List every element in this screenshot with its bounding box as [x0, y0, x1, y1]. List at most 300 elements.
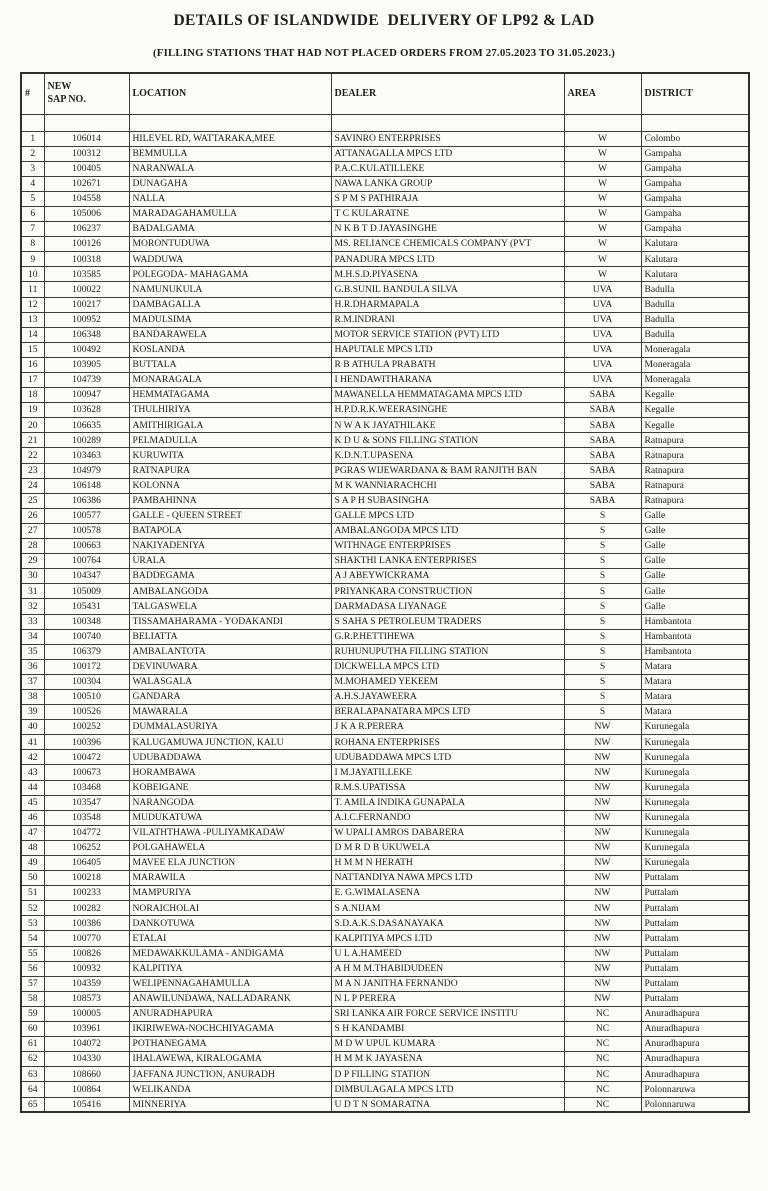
cell-location: HORAMBAWA [129, 765, 331, 780]
cell-dealer: S P M S PATHIRAJA [331, 191, 564, 206]
cell-location: WADDUWA [129, 252, 331, 267]
table-row [21, 1097, 749, 1112]
cell-dealer: G.R.P.HETTIHEWA [331, 629, 564, 644]
table-row [21, 448, 749, 463]
cell-dealer: A.H.S.JAYAWEERA [331, 689, 564, 704]
cell-area: W [564, 161, 641, 176]
cell-sap-no: 106014 [44, 131, 129, 146]
cell-location: KALPITIYA [129, 961, 331, 976]
cell-district: Galle [641, 569, 749, 584]
cell-sap-no: 100396 [44, 735, 129, 750]
cell-area: UVA [564, 357, 641, 372]
table-body [21, 131, 749, 1112]
cell-area: NC [564, 1082, 641, 1097]
cell-sap-no: 106405 [44, 856, 129, 871]
cell-area: NC [564, 1037, 641, 1052]
column-header-sap: NEW SAP NO. [44, 73, 129, 114]
cell-location: NARANGODA [129, 795, 331, 810]
cell-district: Polonnaruwa [641, 1082, 749, 1097]
cell-area: S [564, 539, 641, 554]
cell-sap-no: 100022 [44, 282, 129, 297]
cell-location: BADDEGAMA [129, 569, 331, 584]
cell-area: S [564, 705, 641, 720]
cell-district: Kalutara [641, 237, 749, 252]
table-row [21, 539, 749, 554]
cell-location: ANAWILUNDAWA, NALLADARANK [129, 991, 331, 1006]
table-row [21, 961, 749, 976]
cell-sap-no: 100217 [44, 297, 129, 312]
cell-dealer: NAWA LANKA GROUP [331, 176, 564, 191]
cell-dealer: RUHUNUPUTHA FILLING STATION [331, 644, 564, 659]
spacer-cell [331, 114, 564, 131]
cell-district: Kurunegala [641, 765, 749, 780]
cell-location: AMBALANGODA [129, 584, 331, 599]
cell-dealer: T. AMILA INDIKA GUNAPALA [331, 795, 564, 810]
cell-district: Puttalam [641, 991, 749, 1006]
table-row [21, 312, 749, 327]
cell-location: GANDARA [129, 689, 331, 704]
cell-district: Gampaha [641, 206, 749, 221]
cell-location: UDUBADDAWA [129, 750, 331, 765]
cell-area: W [564, 267, 641, 282]
cell-area: S [564, 554, 641, 569]
cell-dealer: PRIYANKARA CONSTRUCTION [331, 584, 564, 599]
cell-num: 50 [21, 871, 44, 886]
cell-num: 64 [21, 1082, 44, 1097]
cell-dealer: M.H.S.D.PIYASENA [331, 267, 564, 282]
cell-location: PELMADULLA [129, 433, 331, 448]
cell-num: 55 [21, 946, 44, 961]
cell-location: NARANWALA [129, 161, 331, 176]
cell-area: W [564, 131, 641, 146]
cell-sap-no: 106635 [44, 418, 129, 433]
cell-dealer: R B ATHULA PRABATH [331, 357, 564, 372]
cell-area: UVA [564, 282, 641, 297]
cell-district: Moneragala [641, 342, 749, 357]
cell-area: W [564, 146, 641, 161]
cell-area: W [564, 252, 641, 267]
cell-num: 44 [21, 780, 44, 795]
cell-dealer: PANADURA MPCS LTD [331, 252, 564, 267]
table-row [21, 1006, 749, 1021]
cell-district: Gampaha [641, 191, 749, 206]
cell-dealer: A.I.C.FERNANDO [331, 810, 564, 825]
cell-num: 61 [21, 1037, 44, 1052]
cell-sap-no: 106148 [44, 478, 129, 493]
cell-sap-no: 104979 [44, 463, 129, 478]
cell-district: Colombo [641, 131, 749, 146]
cell-location: MEDAWAKKULAMA - ANDIGAMA [129, 946, 331, 961]
cell-area: SABA [564, 418, 641, 433]
table-row [21, 886, 749, 901]
cell-area: NW [564, 916, 641, 931]
cell-num: 53 [21, 916, 44, 931]
cell-location: POTHANEGAMA [129, 1037, 331, 1052]
cell-district: Moneragala [641, 373, 749, 388]
cell-sap-no: 105431 [44, 599, 129, 614]
cell-dealer: SAVINRO ENTERPRISES [331, 131, 564, 146]
cell-dealer: GALLE MPCS LTD [331, 508, 564, 523]
cell-area: W [564, 176, 641, 191]
table-row [21, 373, 749, 388]
cell-area: NC [564, 1097, 641, 1112]
cell-area: NC [564, 1022, 641, 1037]
cell-dealer: N L P PERERA [331, 991, 564, 1006]
cell-sap-no: 100289 [44, 433, 129, 448]
column-header-location: LOCATION [129, 73, 331, 114]
cell-location: KOLONNA [129, 478, 331, 493]
cell-location: KURUWITA [129, 448, 331, 463]
cell-sap-no: 106379 [44, 644, 129, 659]
cell-num: 38 [21, 689, 44, 704]
cell-num: 7 [21, 222, 44, 237]
cell-location: KALUGAMUWA JUNCTION, KALU [129, 735, 331, 750]
cell-area: NW [564, 946, 641, 961]
cell-dealer: WITHNAGE ENTERPRISES [331, 539, 564, 554]
cell-sap-no: 100510 [44, 689, 129, 704]
table-row [21, 569, 749, 584]
spacer-cell [641, 114, 749, 131]
cell-num: 12 [21, 297, 44, 312]
cell-dealer: A H M M.THABIDUDEEN [331, 961, 564, 976]
cell-district: Matara [641, 689, 749, 704]
cell-location: NALLA [129, 191, 331, 206]
cell-area: S [564, 689, 641, 704]
cell-district: Kalutara [641, 267, 749, 282]
cell-dealer: M D W UPUL KUMARA [331, 1037, 564, 1052]
table-header-row [21, 73, 749, 114]
cell-num: 27 [21, 523, 44, 538]
cell-sap-no: 100312 [44, 146, 129, 161]
cell-location: GALLE - QUEEN STREET [129, 508, 331, 523]
cell-area: S [564, 629, 641, 644]
cell-location: POLEGODA- MAHAGAMA [129, 267, 331, 282]
cell-sap-no: 100526 [44, 705, 129, 720]
cell-location: WELIPENNAGAHAMULLA [129, 976, 331, 991]
cell-num: 8 [21, 237, 44, 252]
cell-area: NC [564, 1052, 641, 1067]
cell-num: 35 [21, 644, 44, 659]
cell-location: BANDARAWELA [129, 327, 331, 342]
column-header-dealer: DEALER [331, 73, 564, 114]
cell-location: MUDUKATUWA [129, 810, 331, 825]
cell-district: Matara [641, 659, 749, 674]
cell-num: 18 [21, 388, 44, 403]
table-row [21, 1082, 749, 1097]
cell-dealer: K.D.N.T.UPASENA [331, 448, 564, 463]
cell-sap-no: 100282 [44, 901, 129, 916]
cell-num: 52 [21, 901, 44, 916]
cell-location: AMBALANTOTA [129, 644, 331, 659]
table-row [21, 267, 749, 282]
cell-location: PAMBAHINNA [129, 493, 331, 508]
cell-num: 34 [21, 629, 44, 644]
cell-district: Kegalle [641, 403, 749, 418]
table-row [21, 946, 749, 961]
cell-district: Galle [641, 539, 749, 554]
cell-location: MONARAGALA [129, 373, 331, 388]
table-row [21, 705, 749, 720]
cell-num: 21 [21, 433, 44, 448]
table-row [21, 614, 749, 629]
cell-num: 51 [21, 886, 44, 901]
cell-location: BATAPOLA [129, 523, 331, 538]
table-row [21, 810, 749, 825]
cell-num: 3 [21, 161, 44, 176]
cell-dealer: DIMBULAGALA MPCS LTD [331, 1082, 564, 1097]
cell-district: Puttalam [641, 946, 749, 961]
cell-num: 33 [21, 614, 44, 629]
cell-area: S [564, 508, 641, 523]
cell-district: Anuradhapura [641, 1067, 749, 1082]
cell-num: 11 [21, 282, 44, 297]
table-row [21, 388, 749, 403]
cell-area: SABA [564, 433, 641, 448]
cell-location: KOBEIGANE [129, 780, 331, 795]
cell-num: 17 [21, 373, 44, 388]
spacer-row [21, 114, 749, 131]
cell-num: 39 [21, 705, 44, 720]
table-row [21, 418, 749, 433]
cell-area: UVA [564, 373, 641, 388]
column-header-district: DISTRICT [641, 73, 749, 114]
page-title: DETAILS OF ISLANDWIDE DELIVERY OF LP92 & LAD [173, 12, 595, 29]
cell-district: Badulla [641, 282, 749, 297]
cell-dealer: R.M.S.UPATISSA [331, 780, 564, 795]
cell-num: 15 [21, 342, 44, 357]
cell-area: UVA [564, 342, 641, 357]
cell-dealer: U L A.HAMEED [331, 946, 564, 961]
cell-sap-no: 100172 [44, 659, 129, 674]
table-row [21, 161, 749, 176]
cell-district: Gampaha [641, 146, 749, 161]
cell-location: NAKIYADENIYA [129, 539, 331, 554]
cell-district: Kurunegala [641, 810, 749, 825]
cell-location: BADALGAMA [129, 222, 331, 237]
cell-dealer: R.M.INDRANI [331, 312, 564, 327]
cell-area: S [564, 599, 641, 614]
cell-num: 28 [21, 539, 44, 554]
table-row [21, 433, 749, 448]
cell-area: SABA [564, 388, 641, 403]
cell-area: UVA [564, 327, 641, 342]
cell-num: 2 [21, 146, 44, 161]
cell-location: DUNAGAHA [129, 176, 331, 191]
cell-sap-no: 100492 [44, 342, 129, 357]
cell-sap-no: 106252 [44, 840, 129, 855]
cell-district: Kurunegala [641, 856, 749, 871]
table-row [21, 237, 749, 252]
cell-district: Galle [641, 599, 749, 614]
cell-area: NW [564, 856, 641, 871]
cell-num: 42 [21, 750, 44, 765]
cell-location: MORONTUDUWA [129, 237, 331, 252]
table-row [21, 825, 749, 840]
cell-location: VILATHTHAWA -PULIYAMKADAW [129, 825, 331, 840]
cell-sap-no: 104330 [44, 1052, 129, 1067]
cell-location: BUTTALA [129, 357, 331, 372]
cell-location: DANKOTUWA [129, 916, 331, 931]
cell-location: ANURADHAPURA [129, 1006, 331, 1021]
cell-location: THULHIRIYA [129, 403, 331, 418]
cell-dealer: H.P.D.R.K.WEERASINGHE [331, 403, 564, 418]
cell-area: SABA [564, 448, 641, 463]
cell-sap-no: 100348 [44, 614, 129, 629]
cell-dealer: MS. RELIANCE CHEMICALS COMPANY (PVT [331, 237, 564, 252]
cell-district: Gampaha [641, 222, 749, 237]
table-row [21, 523, 749, 538]
cell-sap-no: 100673 [44, 765, 129, 780]
cell-location: DAMBAGALLA [129, 297, 331, 312]
cell-district: Puttalam [641, 976, 749, 991]
cell-sap-no: 103961 [44, 1022, 129, 1037]
cell-district: Kurunegala [641, 795, 749, 810]
cell-district: Galle [641, 523, 749, 538]
cell-district: Badulla [641, 312, 749, 327]
table-row [21, 901, 749, 916]
cell-num: 59 [21, 1006, 44, 1021]
cell-area: NC [564, 1067, 641, 1082]
cell-location: NORAICHOLAI [129, 901, 331, 916]
cell-district: Kegalle [641, 418, 749, 433]
cell-num: 45 [21, 795, 44, 810]
cell-sap-no: 104558 [44, 191, 129, 206]
cell-num: 24 [21, 478, 44, 493]
cell-area: W [564, 206, 641, 221]
cell-area: NC [564, 1006, 641, 1021]
cell-sap-no: 103585 [44, 267, 129, 282]
cell-area: NW [564, 976, 641, 991]
cell-district: Kurunegala [641, 750, 749, 765]
cell-location: RATNAPURA [129, 463, 331, 478]
spacer-cell [21, 114, 44, 131]
cell-location: NAMUNUKULA [129, 282, 331, 297]
cell-area: NW [564, 991, 641, 1006]
table-row [21, 750, 749, 765]
table-row [21, 342, 749, 357]
table-row [21, 720, 749, 735]
cell-sap-no: 103905 [44, 357, 129, 372]
cell-num: 30 [21, 569, 44, 584]
cell-area: SABA [564, 403, 641, 418]
table-row [21, 206, 749, 221]
cell-num: 40 [21, 720, 44, 735]
cell-district: Polonnaruwa [641, 1097, 749, 1112]
cell-location: MAMPURIYA [129, 886, 331, 901]
cell-dealer: NATTANDIYA NAWA MPCS LTD [331, 871, 564, 886]
cell-sap-no: 106348 [44, 327, 129, 342]
table-row [21, 357, 749, 372]
cell-num: 9 [21, 252, 44, 267]
cell-sap-no: 100577 [44, 508, 129, 523]
table-row [21, 840, 749, 855]
cell-district: Matara [641, 674, 749, 689]
cell-location: BEMMULLA [129, 146, 331, 161]
cell-sap-no: 100304 [44, 674, 129, 689]
cell-num: 62 [21, 1052, 44, 1067]
table-row [21, 931, 749, 946]
table-row [21, 1052, 749, 1067]
cell-location: KOSLANDA [129, 342, 331, 357]
cell-area: S [564, 523, 641, 538]
cell-district: Gampaha [641, 161, 749, 176]
cell-district: Puttalam [641, 871, 749, 886]
cell-district: Kurunegala [641, 780, 749, 795]
cell-num: 23 [21, 463, 44, 478]
cell-num: 63 [21, 1067, 44, 1082]
cell-dealer: SRI LANKA AIR FORCE SERVICE INSTITU [331, 1006, 564, 1021]
cell-location: MAWARALA [129, 705, 331, 720]
cell-num: 22 [21, 448, 44, 463]
cell-district: Badulla [641, 327, 749, 342]
cell-location: ETALAI [129, 931, 331, 946]
cell-sap-no: 103468 [44, 780, 129, 795]
cell-dealer: S SAHA S PETROLEUM TRADERS [331, 614, 564, 629]
cell-sap-no: 100770 [44, 931, 129, 946]
cell-dealer: I HENDAWITHARANA [331, 373, 564, 388]
cell-location: IKIRIWEWA-NOCHCHIYAGAMA [129, 1022, 331, 1037]
cell-sap-no: 100578 [44, 523, 129, 538]
table-row [21, 176, 749, 191]
cell-area: NW [564, 735, 641, 750]
cell-num: 58 [21, 991, 44, 1006]
table-row [21, 146, 749, 161]
table-row [21, 780, 749, 795]
cell-location: MADULSIMA [129, 312, 331, 327]
cell-location: POLGAHAWELA [129, 840, 331, 855]
cell-area: S [564, 569, 641, 584]
cell-dealer: S.D.A.K.S.DASANAYAKA [331, 916, 564, 931]
cell-num: 36 [21, 659, 44, 674]
cell-dealer: S H KANDAMBI [331, 1022, 564, 1037]
cell-district: Galle [641, 554, 749, 569]
cell-num: 1 [21, 131, 44, 146]
cell-dealer: M K WANNIARACHCHI [331, 478, 564, 493]
cell-sap-no: 103547 [44, 795, 129, 810]
cell-location: WELIKANDA [129, 1082, 331, 1097]
cell-area: NW [564, 961, 641, 976]
cell-area: W [564, 191, 641, 206]
cell-sap-no: 100864 [44, 1082, 129, 1097]
delivery-table [20, 72, 750, 1113]
cell-dealer: DARMADASA LIYANAGE [331, 599, 564, 614]
cell-sap-no: 100764 [44, 554, 129, 569]
cell-dealer: UDUBADDAWA MPCS LTD [331, 750, 564, 765]
table-row [21, 674, 749, 689]
cell-area: S [564, 659, 641, 674]
spacer-cell [564, 114, 641, 131]
cell-num: 16 [21, 357, 44, 372]
cell-dealer: G.B.SUNIL BANDULA SILVA [331, 282, 564, 297]
cell-district: Puttalam [641, 886, 749, 901]
cell-district: Gampaha [641, 176, 749, 191]
table-row [21, 629, 749, 644]
cell-dealer: D P FILLING STATION [331, 1067, 564, 1082]
cell-num: 19 [21, 403, 44, 418]
cell-area: NW [564, 810, 641, 825]
cell-district: Kurunegala [641, 720, 749, 735]
table-row [21, 644, 749, 659]
cell-num: 57 [21, 976, 44, 991]
table-row [21, 297, 749, 312]
cell-district: Puttalam [641, 931, 749, 946]
column-header-area: AREA [564, 73, 641, 114]
cell-district: Anuradhapura [641, 1037, 749, 1052]
cell-location: MINNERIYA [129, 1097, 331, 1112]
cell-dealer: P.A.C.KULATILLEKE [331, 161, 564, 176]
cell-district: Ratnapura [641, 433, 749, 448]
table-row [21, 493, 749, 508]
